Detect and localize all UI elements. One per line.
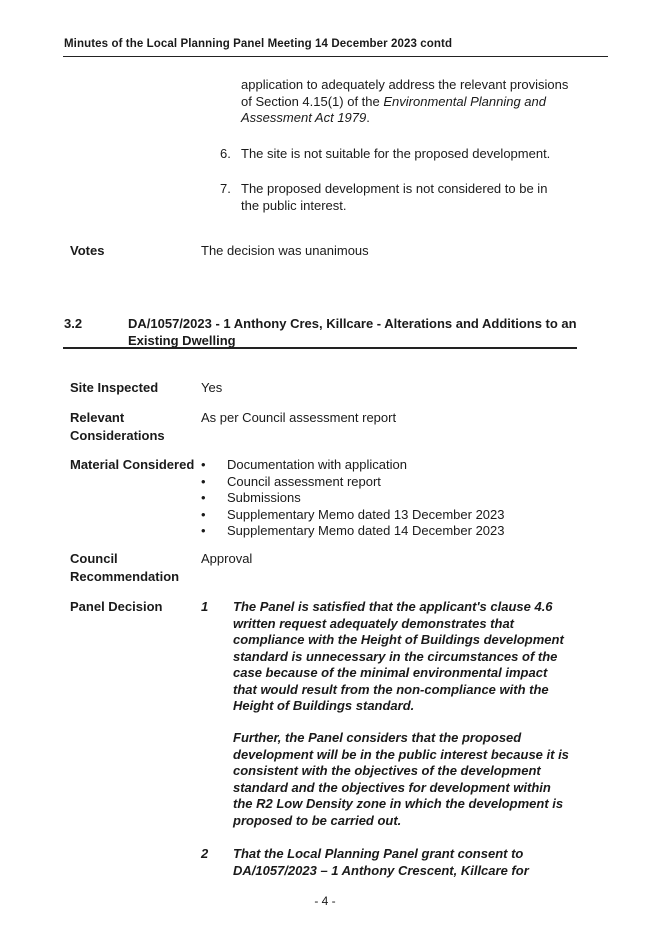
decision-1-paragraph-1: The Panel is satisfied that the applicant's clause 4.6 written request adequately demonstrates that compliance with the Height of Buildings development standard is unnecessary in the circumstances of the case because of the minimal environmental impact that would result from the non-compliance with the Height of Buildings standard.	[233, 599, 564, 713]
decision-1-paragraph-2: Further, the Panel considers that the proposed development will be in the public interest because it is consistent with the objectives of the development standard and the objectives for development within the R2 Low Density zone in which the development is proposed to be carried out.	[233, 730, 569, 828]
council-recommendation-value: Approval	[201, 551, 253, 566]
list-item: • Submissions	[201, 490, 541, 507]
item-title: DA/1057/2023 - 1 Anthony Cres, Killcare - Alterations and Additions to an Existing Dwelling	[128, 316, 577, 348]
reason-7-text: The proposed development is not considered to be in the public interest.	[241, 181, 548, 213]
material-considered-label: Material Considered	[70, 457, 195, 472]
decision-2-number: 2	[201, 846, 209, 861]
list-item: • Council assessment report	[201, 474, 541, 491]
reason-6-number: 6.	[220, 146, 231, 161]
list-item: • Supplementary Memo dated 14 December 2023	[201, 523, 541, 540]
item-number: 3.2	[64, 316, 83, 331]
item-divider	[63, 347, 577, 349]
site-inspected-label: Site Inspected	[70, 380, 159, 395]
reason-7	[220, 181, 560, 214]
votes-value: The decision was unanimous	[201, 243, 369, 258]
decision-1-number: 1	[201, 599, 209, 614]
act-name: Environmental Planning and Assessment Act 1979	[241, 93, 546, 125]
list-item: • Documentation with application	[201, 457, 541, 474]
panel-decision-label: Panel Decision	[70, 599, 163, 614]
continuation-paragraph	[241, 77, 576, 127]
page-header-title: Minutes of the Local Planning Panel Meeting 14 December 2023 contd	[64, 38, 453, 50]
relevant-considerations-value: As per Council assessment report	[201, 410, 397, 425]
reason-6	[220, 146, 580, 163]
council-recommendation-label: Council Recommendation	[70, 551, 180, 584]
material-list	[201, 457, 541, 540]
decision-2-paragraph-1: That the Local Planning Panel grant consent to DA/1057/2023 – 1 Anthony Crescent, Killcare for	[233, 846, 529, 878]
reason-7-number: 7.	[220, 181, 231, 196]
page-number: - 4 -	[314, 894, 336, 908]
relevant-considerations-label: Relevant Considerations	[70, 410, 165, 443]
reason-6-text: The site is not suitable for the proposed development.	[241, 146, 551, 161]
site-inspected-value: Yes	[201, 380, 223, 395]
continuation-text: application to adequately address the relevant provisions of Section 4.15(1) of the	[241, 77, 569, 109]
header-divider	[63, 56, 608, 57]
continuation-end: .	[366, 110, 370, 125]
list-item: • Supplementary Memo dated 13 December 2023	[201, 507, 541, 524]
votes-label: Votes	[70, 243, 105, 258]
